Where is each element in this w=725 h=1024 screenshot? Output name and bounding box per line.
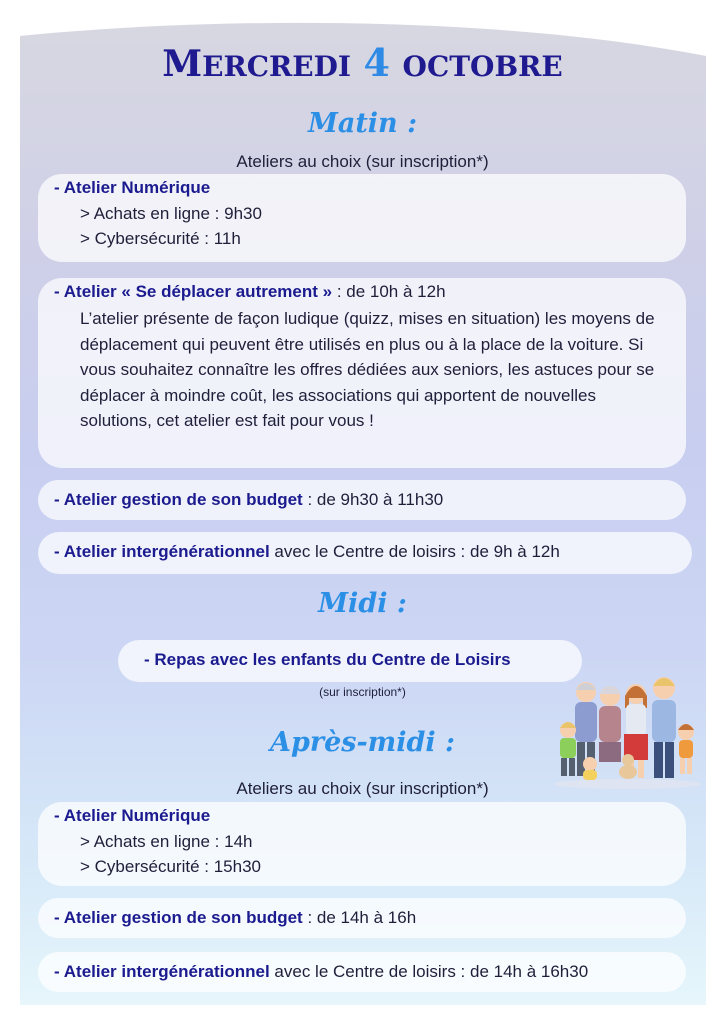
- morning-budget-title: [54, 490, 443, 510]
- deplacer-time: : de 10h à 12h: [332, 282, 446, 301]
- afternoon-budget-title: [54, 908, 416, 928]
- item-label: > Cybersécurité :: [80, 857, 214, 876]
- noon-repas-title: - Repas avec les enfants du Centre de Loisirs: [144, 650, 511, 669]
- afternoon-subtitle: Ateliers au choix (sur inscription*): [236, 779, 489, 798]
- afternoon-interg-title: [54, 962, 588, 982]
- interg-title-text: - Atelier intergénérationnel: [54, 542, 270, 561]
- item-label: > Achats en ligne :: [80, 204, 225, 223]
- interg-title-text: - Atelier intergénérationnel: [54, 962, 270, 981]
- title-initial: M: [162, 43, 203, 85]
- morning-numerique-item-1: [80, 204, 262, 224]
- item-label: > Achats en ligne :: [80, 832, 225, 851]
- deplacer-title-text: - Atelier « Se déplacer autrement »: [54, 282, 333, 301]
- morning-deplacer-description: L’atelier présente de façon ludique (quizz, mises en situation) les moyens de déplacement qui peuvent être utilisés en plus ou à la place de la voiture. Si vous souhaitez connaître les offres dédiées aux seniors, les astuces pour se déplacer à moindre coût, les associations qui apportent de nouvelles solutions, cet atelier est fait pour vous !: [80, 309, 655, 430]
- afternoon-numerique-item-1: [80, 832, 253, 852]
- title-weekday: ERCREDI: [202, 50, 351, 83]
- item-time: 9h30: [224, 204, 262, 223]
- budget-title-text: - Atelier gestion de son budget: [54, 908, 303, 927]
- morning-subtitle: Ateliers au choix (sur inscription*): [236, 152, 489, 171]
- title-month: OCTOBRE: [402, 50, 563, 83]
- afternoon-heading: Après-midi :: [270, 727, 455, 758]
- interg-middle: avec le Centre de loisirs :: [269, 962, 470, 981]
- budget-time: : de 9h30 à 11h30: [302, 490, 444, 509]
- item-time: 11h: [213, 229, 241, 248]
- budget-time: : de 14h à 16h: [302, 908, 417, 927]
- morning-numerique-item-2: [80, 229, 241, 249]
- morning-interg-title: [54, 542, 560, 562]
- noon-note: (sur inscription*): [319, 685, 406, 699]
- item-time: 14h: [224, 832, 253, 851]
- afternoon-numerique-title: - Atelier Numérique: [54, 806, 211, 825]
- item-label: > Cybersécurité :: [80, 229, 214, 248]
- morning-numerique-title: - Atelier Numérique: [54, 178, 211, 197]
- title-day: 4: [363, 40, 390, 85]
- budget-title-text: - Atelier gestion de son budget: [54, 490, 303, 509]
- page-title: [0, 40, 725, 85]
- morning-deplacer-title: [54, 282, 446, 302]
- interg-middle: avec le Centre de loisirs :: [269, 542, 470, 561]
- noon-heading: Midi :: [318, 588, 407, 619]
- afternoon-numerique-item-2: [80, 857, 261, 877]
- interg-time: de 9h à 12h: [470, 542, 560, 561]
- morning-heading: Matin :: [307, 108, 418, 139]
- interg-time: de 14h à 16h30: [470, 962, 589, 981]
- item-time: 15h30: [213, 857, 261, 876]
